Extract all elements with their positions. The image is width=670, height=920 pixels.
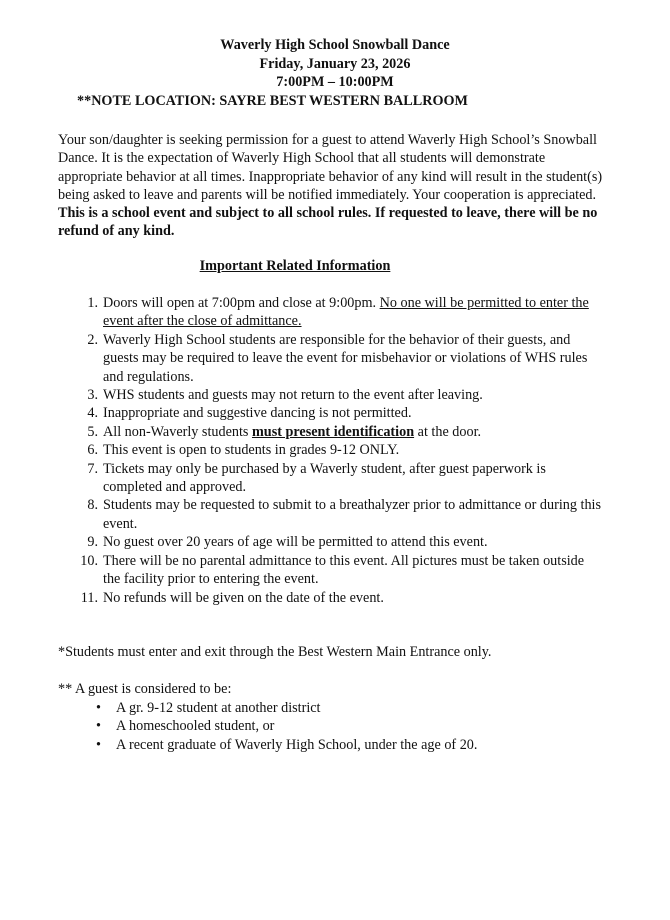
- list-text: A recent graduate of Waverly High School, under the age of 20.: [116, 736, 478, 753]
- list-number: 2.: [87, 331, 98, 348]
- list-item: [94, 699, 477, 717]
- list-number: 11.: [80, 589, 98, 606]
- event-time: 7:00PM – 10:00PM: [276, 74, 394, 90]
- list-text: A homeschooled student, or: [116, 718, 275, 735]
- document-header: [0, 36, 670, 110]
- list-item: [58, 441, 603, 459]
- list-text: Doors will open at 7:00pm and close at 9:00pm.: [103, 295, 380, 311]
- bullet-icon: •: [96, 718, 101, 735]
- event-title: Waverly High School Snowball Dance: [220, 37, 450, 53]
- list-item: [94, 736, 477, 754]
- list-text: Students may be requested to submit to a breathalyzer prior to admittance or during this event.: [103, 497, 602, 532]
- list-text: at the door.: [414, 423, 482, 440]
- list-emphasis-text: must present identification: [251, 423, 415, 440]
- list-item: [58, 404, 603, 422]
- intro-bold-text: This is a school event and subject to all school rules. If requested to leave, there will be no refund of any kind.: [58, 205, 598, 240]
- entrance-note: *Students must enter and exit through the Best Western Main Entrance only.: [58, 644, 492, 660]
- list-number: 7.: [87, 460, 98, 477]
- guest-list: [94, 699, 477, 754]
- intro-paragraph: [58, 131, 610, 241]
- list-number: 8.: [87, 497, 98, 514]
- list-number: 6.: [87, 442, 98, 459]
- intro-text: Your son/daughter is seeking permission for a guest to attend Waverly High School’s Snowball Dance. It is the expectation of Waverly High School that all students will demonstrate appropriate behavior at all times. Inappropriate behavior of any kind will result in the student(s) being asked to leave and parents will be notified immediately. Your cooperation is appreciated.: [58, 132, 603, 203]
- list-item: [58, 552, 603, 589]
- section-title: Important Related Information: [199, 258, 391, 274]
- list-text: This event is open to students in grades 9-12 ONLY.: [103, 442, 400, 459]
- list-number: 1.: [87, 295, 98, 311]
- event-date: Friday, January 23, 2026: [259, 55, 411, 72]
- list-item: [58, 460, 603, 497]
- list-text: A gr. 9-12 student at another district: [116, 700, 321, 716]
- list-item: [58, 386, 603, 404]
- rules-list: [58, 294, 603, 607]
- list-number: 4.: [87, 405, 98, 422]
- list-item: [58, 294, 603, 331]
- list-text: There will be no parental admittance to this event. All pictures must be taken outside the facility prior to entering the event.: [103, 552, 585, 588]
- list-number: 10.: [80, 552, 98, 569]
- list-text: WHS students and guests may not return to the event after leaving.: [103, 387, 483, 404]
- list-item: [94, 717, 477, 735]
- list-number: 3.: [87, 387, 98, 404]
- list-item: [58, 589, 603, 607]
- list-text: No refunds will be given on the date of the event.: [103, 589, 384, 606]
- list-text: Inappropriate and suggestive dancing is not permitted.: [103, 405, 412, 422]
- list-item: [58, 331, 603, 386]
- list-text: No guest over 20 years of age will be permitted to attend this event.: [103, 534, 488, 551]
- guest-definition-heading: ** A guest is considered to be:: [58, 681, 232, 697]
- list-underlined-text: No one will be permitted to enter the event after the close of admittance.: [103, 295, 589, 330]
- bullet-icon: •: [96, 700, 101, 716]
- list-item: [58, 533, 603, 551]
- list-text: Waverly High School students are responsible for the behavior of their guests, and guests may be required to leave the event for misbehavior or violations of WHS rules and regulations.: [103, 331, 588, 385]
- list-number: 9.: [87, 534, 98, 551]
- event-location: **NOTE LOCATION: SAYRE BEST WESTERN BALLROOM: [77, 92, 468, 109]
- list-text: Tickets may only be purchased by a Waverly student, after guest paperwork is completed and approved.: [103, 460, 546, 496]
- list-number: 5.: [87, 423, 98, 440]
- list-text: All non-Waverly students: [103, 423, 252, 440]
- list-item: [58, 496, 603, 533]
- bullet-icon: •: [96, 736, 101, 753]
- list-item: [58, 423, 603, 441]
